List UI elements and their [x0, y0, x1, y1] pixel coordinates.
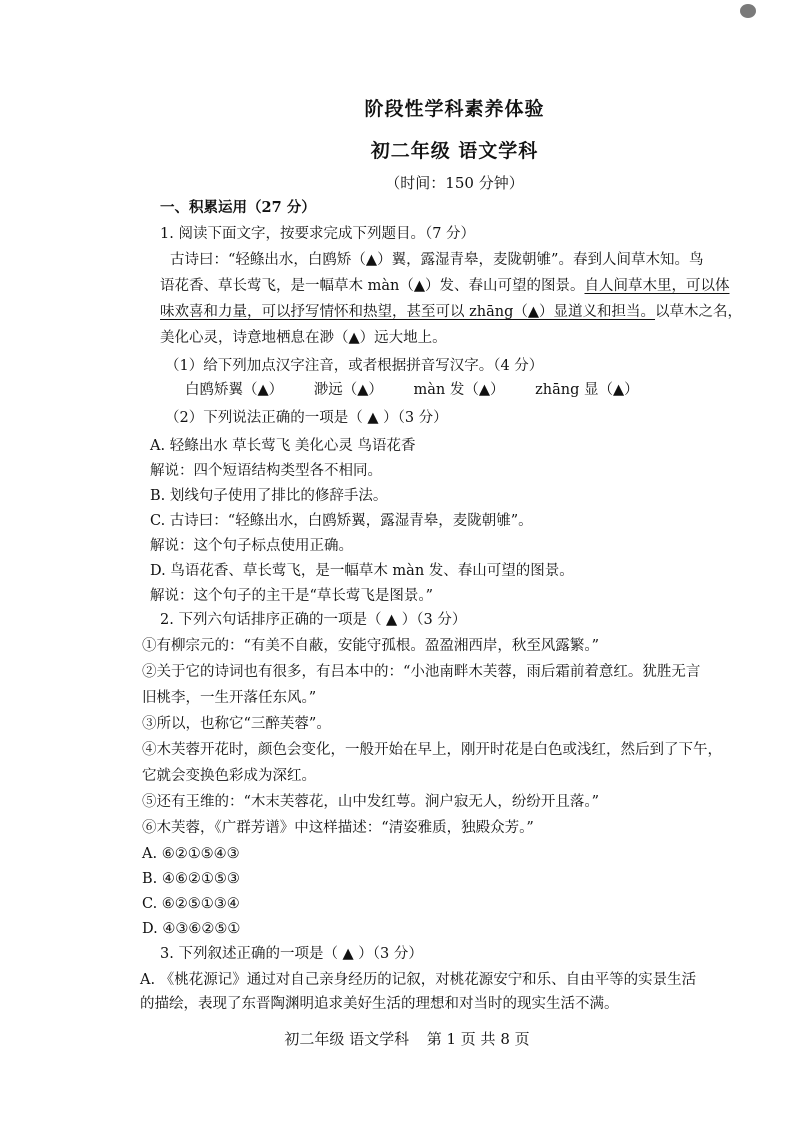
- sentence-line: ⑥木芙蓉，《广群芳谱》中这样描述：“清姿雅质，独殿众芳。”: [142, 820, 534, 836]
- subquestion-1-items: [185, 380, 665, 400]
- scan-mark: [740, 4, 756, 18]
- passage-line: 美化心灵，诗意地栖息在渺（▲）远大地上。: [160, 330, 447, 346]
- option-line: 的描绘，表现了东晋陶渊明追求美好生活的理想和对当时的现实生活不满。: [140, 996, 619, 1012]
- sentence-line: ②关于它的诗词也有很多，有吕本中的：“小池南畔木芙蓉，雨后霜前着意红。犹胜无言: [142, 664, 701, 680]
- footer-page: 第 1 页 共 8 页: [426, 1030, 530, 1048]
- passage-text: 以草木之名，: [655, 304, 743, 320]
- explanation-line: 解说：这个句子的主干是“草长莺飞是图景。”: [150, 588, 434, 604]
- passage-line: 古诗曰：“轻鲦出水，白鸥矫（▲）翼，露湿青皋，麦陇朝雊”。春到人间草木知。鸟: [170, 252, 704, 268]
- pinyin-item: zhāng 显（▲）: [535, 382, 639, 398]
- passage-text: 语花香、草长莺飞，是一幅草木 màn（▲）发、春山可望的图景。: [160, 278, 585, 294]
- section-heading: 一、积累运用（27 分）: [160, 199, 316, 216]
- option-line: A. 轻鲦出水 草长莺飞 美化心灵 鸟语花香: [150, 438, 416, 454]
- page-subtitle: 初二年级 语文学科: [370, 140, 539, 162]
- option-line: A. 《桃花源记》通过对自己亲身经历的记叙，对桃花源安宁和乐、自由平等的实景生活: [140, 972, 697, 988]
- sentence-line: ①有柳宗元的：“有美不自蔽，安能守孤根。盈盈湘西岸，秋至风露繁。”: [142, 638, 600, 654]
- underlined-sentence: 味欢喜和力量，可以抒写情怀和热望，甚至可以 zhāng（▲）显道义和担当。: [160, 304, 656, 320]
- option-line: C. 古诗曰：“轻鲦出水，白鸥矫翼，露湿青皋，麦陇朝雊”。: [150, 513, 533, 529]
- passage-line: [160, 276, 730, 296]
- pinyin-item: màn 发（▲）: [413, 382, 505, 398]
- footer-grade: 初二年级 语文学科: [284, 1030, 410, 1048]
- underlined-sentence: 自人间草木里，可以体: [584, 278, 730, 294]
- answer-option: B. ④⑥②①⑤③: [142, 871, 240, 887]
- sentence-line: ③所以，也称它“三醉芙蓉”。: [142, 716, 331, 732]
- option-line: B. 划线句子使用了排比的修辞手法。: [150, 488, 388, 504]
- subquestion-1-stem: （1）给下列加点汉字注音，或者根据拼音写汉字。（4 分）: [165, 358, 544, 374]
- sentence-line: 它就会变换色彩成为深红。: [142, 768, 316, 784]
- explanation-line: 解说：这个句子标点使用正确。: [150, 538, 353, 554]
- sentence-line: ④木芙蓉开花时，颜色会变化，一般开始在早上，刚开时花是白色或浅红，然后到了下午，: [142, 742, 722, 758]
- subquestion-2-stem: （2）下列说法正确的一项是（ ▲ ）（3 分）: [165, 410, 448, 426]
- page-title: 阶段性学科素养体验: [364, 98, 545, 120]
- answer-option: A. ⑥②①⑤④③: [142, 846, 240, 862]
- sentence-line: ⑤还有王维的：“木末芙蓉花，山中发红萼。涧户寂无人，纷纷开且落。”: [142, 794, 600, 810]
- question-2-stem: 2. 下列六句话排序正确的一项是（ ▲ ）（3 分）: [160, 612, 467, 628]
- answer-option: C. ⑥②⑤①③④: [142, 896, 240, 912]
- page-footer: [0, 1028, 794, 1049]
- question-3-stem: 3. 下列叙述正确的一项是（ ▲ ）（3 分）: [160, 946, 423, 962]
- explanation-line: 解说：四个短语结构类型各不相同。: [150, 463, 382, 479]
- exam-time: （时间：150 分钟）: [385, 174, 524, 192]
- answer-option: D. ④③⑥②⑤①: [142, 921, 241, 937]
- option-line: D. 鸟语花香、草长莺飞，是一幅草木 màn 发、春山可望的图景。: [150, 563, 574, 579]
- passage-line: [160, 302, 742, 322]
- question-1-stem: 1. 阅读下面文字，按要求完成下列题目。（7 分）: [160, 226, 476, 242]
- sentence-line: 旧桃李，一生开落任东风。”: [142, 690, 317, 706]
- pinyin-item: 渺远（▲）: [313, 382, 383, 398]
- pinyin-item: 白鸥矫翼（▲）: [185, 382, 284, 398]
